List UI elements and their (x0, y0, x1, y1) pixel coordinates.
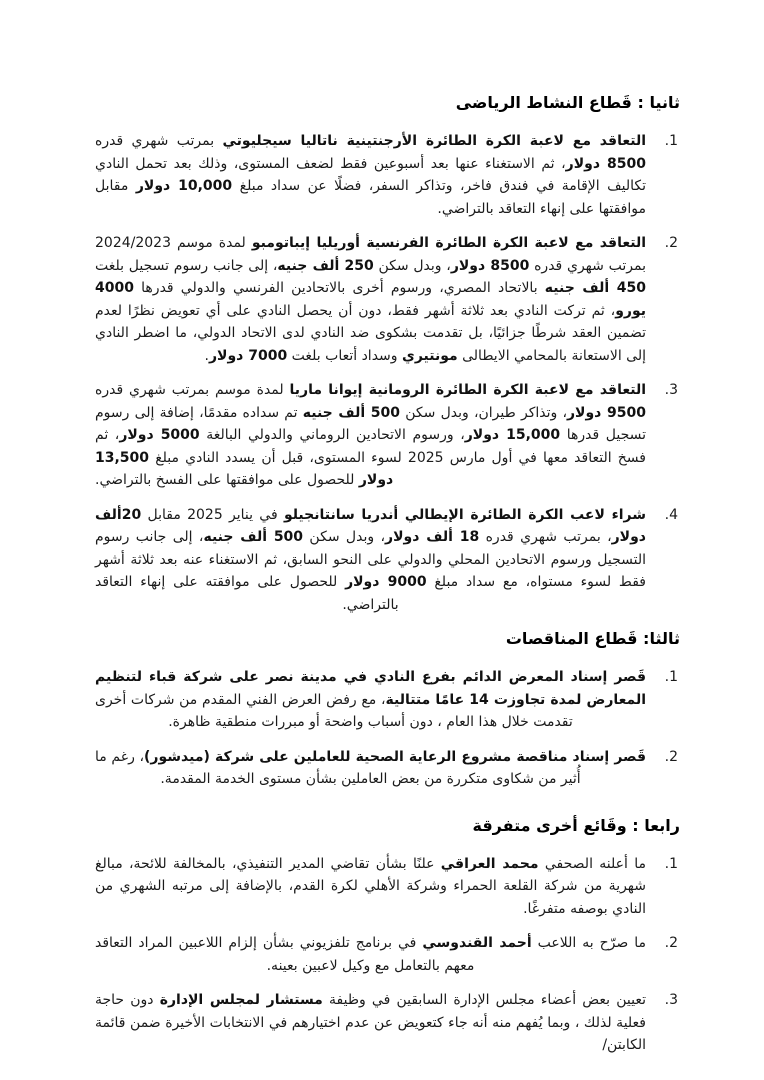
section-items (95, 853, 680, 1057)
list-item-number: 1. (664, 669, 678, 685)
list-item (95, 379, 680, 492)
list-item-number: 4. (664, 506, 678, 523)
bold-text-run: 20ألف دولار (95, 506, 646, 545)
text-run: للحصول على موافقته على إنهاء التعاقد بالتراضي. (95, 574, 399, 613)
list-item-text (95, 856, 646, 917)
bold-text-run: التعاقد مع لاعبة الكرة الطائرة الفرنسية أوريليا إيباتومبو (251, 235, 646, 251)
text-run: في برنامج تلفزيوني بشأن إلزام اللاعبين المراد التعاقد معهم بالتعامل مع وكيل لاعبين بعينه. (95, 935, 475, 974)
text-run: ، وبدل سكن (373, 257, 451, 274)
list-item-text (95, 749, 646, 788)
bold-text-run: 500 ألف جنيه (203, 529, 304, 545)
section-heading: رابعا : وقَائع أخرى متفرقة (472, 815, 680, 835)
bold-text-run: 500 ألف جنيه (302, 404, 401, 421)
list-item (95, 666, 680, 734)
bold-text-run: 18 ألف دولار (385, 529, 480, 545)
list-item-text (95, 669, 646, 730)
text-run: ، ثم الاستغناء عنها بعد أسبوعين فقط لضعف المستوى، وذلك بعد تحمل النادي تكاليف الإقامة في فندق فاخر، وتذاكر السفر، فضلًا عن سداد مبلغ (95, 155, 647, 194)
list-item-number: 3. (664, 382, 678, 398)
list-item (95, 853, 680, 921)
text-run: في يناير 2025 مقابل (141, 506, 284, 523)
text-run: لمدة موسم بمرتب شهري قدره (95, 382, 290, 398)
text-run: ، وبدل سكن (303, 529, 386, 545)
text-run: ، وتذاكر طيران، وبدل سكن (400, 404, 567, 421)
bold-text-run: أحمد القندوسي (422, 935, 532, 951)
list-item (95, 932, 680, 977)
text-run: دون حاجة فعلية لذلك ، وبما يُفهم منه أنه جاء كتعويض عن عدم اختيارهم في الانتخابات الأخيرة ضمن قائمة الكابتن/ (95, 992, 646, 1053)
section-tenders (95, 628, 680, 791)
list-item-text (95, 935, 646, 974)
bold-text-run: محمد العراقي (440, 855, 539, 872)
list-item-text (95, 992, 646, 1053)
bold-text-run: مونتيري (402, 347, 458, 364)
list-item-number: 2. (664, 748, 678, 765)
section-items (95, 130, 680, 616)
bold-text-run: قَصر إسناد المعرض الدائم بفرع النادي في مدينة نصر على شركة قباء لتنظيم المعارض لمدة تجاوزت 14 عامًا متتالية (95, 669, 646, 708)
text-run: ، مع رفض العرض الفني المقدم من شركات أخرى تقدمت خلال هذا العام ، دون أسباب واضحة أو مبررات منطقية ظاهرة. (95, 691, 573, 730)
bold-text-run: 250 ألف جنيه (277, 257, 374, 274)
bold-text-run: التعاقد مع لاعبة الكرة الطائرة الرومانية إيوانا ماريا (289, 382, 646, 398)
section-heading: ثالثا: قَطاع المناقصات (505, 629, 680, 648)
list-item (95, 504, 680, 617)
bold-text-run: قَصر إسناد مناقصة مشروع الرعاية الصحية للعاملين على شركة (ميدشور) (144, 748, 646, 765)
bold-text-run: 9000 دولار (345, 574, 427, 590)
list-item-number: 3. (664, 992, 678, 1008)
list-item-text (95, 133, 646, 217)
bold-text-run: شراء لاعب الكرة الطائرة الإيطالي أندريا سانتانجيلو (283, 506, 647, 523)
text-run: علنًا بشأن تقاضي المدير التنفيذي، بالمخالفة للائحة، مبالغ شهرية من شركة القلعة الحمراء وشركة الأهلي لكرة القدم، بالإضافة إلى مرتبه الشهري من النادي بوصفه متفرغًا. (95, 855, 646, 917)
text-run: ما صرّح به اللاعب (531, 935, 646, 951)
bold-text-run: 4000 يورو (95, 280, 646, 319)
list-item (95, 989, 680, 1057)
bold-text-run: 7000 دولار (208, 347, 288, 364)
text-run: ، ثم تركت النادي بعد ثلاثة أشهر فقط، دون أن يحصل النادي على أي تعويض نظرًا لعدم تضمين العقد شرطًا جزائيًا، بل تقدمت بشكوى ضد النادي لدى الاتحاد الدولي، ما اضطر النادي إلى الاستعانة بالمحامي الايطالى (95, 302, 646, 364)
bold-text-run: 450 ألف جنيه (544, 280, 646, 296)
list-item-text (95, 507, 646, 613)
text-run: ، إلى جانب رسوم التسجيل ورسوم الاتحادين المحلي والدولي على النحو السابق، ثم الاستغناء عنه بعد ثلاثة أشهر فقط لسوء مستواه، مع سداد مبلغ (95, 529, 646, 590)
text-run: مقابل موافقتها على إنهاء التعاقد بالتراضي. (95, 178, 646, 217)
text-run: بمرتب شهري قدره (95, 133, 223, 149)
list-item (95, 232, 680, 367)
bold-text-run: 15,000 دولار (464, 427, 561, 443)
bold-text-run: 13,500 دولار (95, 449, 394, 488)
text-run: تم سداده مقدمًا، إضافة إلى رسوم تسجيل قدرها (95, 404, 646, 443)
list-item-number: 1. (664, 133, 678, 149)
list-item-number: 1. (664, 855, 678, 872)
bold-text-run: مستشار لمجلس الإدارة (159, 992, 323, 1008)
bold-text-run: 10,000 دولار (135, 178, 233, 194)
bold-text-run: 5000 دولار (119, 427, 200, 443)
bold-text-run: 8500 دولار (450, 257, 530, 274)
section-items (95, 666, 680, 791)
text-run: ، ثم فسخ التعاقد معها في أول مارس 2025 لسوء المستوى، قبل أن يسدد النادي مبلغ (95, 427, 646, 466)
section-sports (95, 92, 680, 616)
text-run: . (204, 347, 209, 364)
text-run: ، إلى جانب رسوم تسجيل بلغت (95, 257, 278, 274)
text-run: وسداد أتعاب بلغت (287, 347, 402, 364)
list-item (95, 130, 680, 220)
list-item-number: 2. (664, 235, 678, 251)
list-item (95, 746, 680, 791)
bold-text-run: 8500 دولار (565, 155, 646, 172)
list-item-number: 2. (664, 935, 678, 951)
section-heading: ثانيا : قَطاع النشاط الرياضى (455, 93, 680, 112)
text-run: لمدة موسم 2024/2023 بمرتب شهري قدره (95, 235, 646, 274)
text-run: بالاتحاد المصري، ورسوم أخرى بالاتحادين الفرنسي والدولي قدرها (133, 280, 545, 296)
text-run: ، رغم ما أُثير من شكاوى متكررة من بعض العاملين بشأن مستوى الخدمة المقدمة. (95, 748, 581, 787)
bold-text-run: 9500 دولار (567, 404, 646, 421)
text-run: تعيين بعض أعضاء مجلس الإدارة السابقين في وظيفة (322, 992, 646, 1008)
section-misc (95, 815, 680, 1057)
list-item-text (95, 235, 646, 364)
text-run: ، ورسوم الاتحادين الروماني والدولي البالغة (199, 427, 465, 443)
text-run: ما أعلنه الصحفي (538, 855, 646, 872)
text-run: للحصول على موافقتها على الفسخ بالتراضي. (95, 472, 359, 488)
text-run: ، بمرتب شهري قدره (479, 529, 612, 545)
list-item-text (95, 382, 646, 488)
bold-text-run: التعاقد مع لاعبة الكرة الطائرة الأرجنتينية ناتاليا سيجليوتي (222, 133, 646, 149)
document-body (95, 92, 680, 1069)
